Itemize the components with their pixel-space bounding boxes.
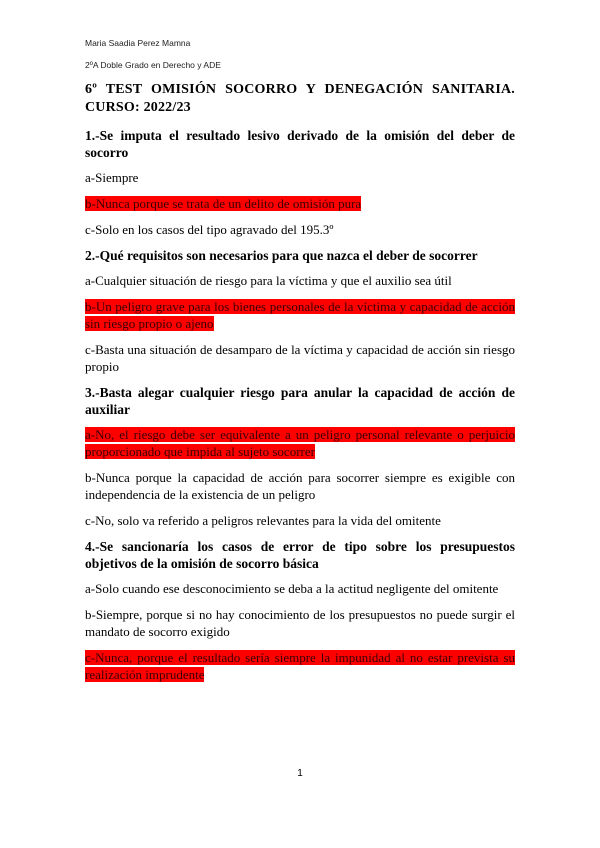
header-author: Maria Saadia Perez Mamna: [85, 38, 191, 48]
document-title: 6º TEST OMISIÓN SOCORRO Y DENEGACIÓN SANITARIA. CURSO: 2022/23: [85, 82, 515, 115]
option-b-answer: [85, 298, 515, 332]
question-text: 3.-Basta alegar cualquier riesgo para anular la capacidad de acción de auxiliar: [85, 385, 515, 417]
question-text: 4.-Se sancionaría los casos de error de tipo sobre los presupuestos objetivos de la omisión de socorro básica: [85, 539, 515, 571]
question-block-4: [85, 538, 515, 683]
page-number: 1: [297, 768, 303, 779]
question-block-3: [85, 384, 515, 529]
option-a: a-Cualquier situación de riesgo para la víctima y que el auxilio sea útil: [85, 273, 452, 288]
question-text: 1.-Se imputa el resultado lesivo derivado de la omisión del deber de socorro: [85, 128, 515, 160]
option-c-answer: [85, 649, 515, 683]
question-text: 2.-Qué requisitos son necesarios para que nazca el deber de socorrer: [85, 248, 478, 263]
question-block-1: [85, 127, 515, 238]
option-a: a-Siempre: [85, 170, 139, 185]
option-c: c-No, solo va referido a peligros relevantes para la vida del omitente: [85, 513, 441, 528]
highlighted-answer: c-Nunca, porque el resultado sería siempre la impunidad al no estar prevista su realización imprudente: [85, 650, 515, 682]
option-c: c-Solo en los casos del tipo agravado del 195.3º: [85, 222, 334, 237]
highlighted-answer: a-No, el riesgo debe ser equivalente a un peligro personal relevante o perjuicio proporcionado que impida al sujeto socorrer: [85, 427, 515, 459]
option-b-answer: [85, 195, 515, 212]
highlighted-answer: b-Nunca porque se trata de un delito de omisión pura: [85, 196, 362, 211]
option-b: b-Siempre, porque si no hay conocimiento de los presupuestos no puede surgir el mandato de socorro exigido: [85, 607, 515, 639]
option-a: a-Solo cuando ese desconocimiento se deba a la actitud negligente del omitente: [85, 581, 499, 596]
option-a-answer: [85, 426, 515, 460]
question-block-2: [85, 247, 515, 375]
document-body: [85, 81, 515, 692]
option-b: b-Nunca porque la capacidad de acción para socorrer siempre es exigible con independencia de la existencia de un peligro: [85, 470, 515, 502]
header-course: 2ºA Doble Grado en Derecho y ADE: [85, 60, 221, 70]
option-c: c-Basta una situación de desamparo de la víctima y capacidad de acción sin riesgo propio: [85, 342, 515, 374]
highlighted-answer: b-Un peligro grave para los bienes personales de la víctima y capacidad de acción sin riesgo propio o ajeno: [85, 299, 515, 331]
